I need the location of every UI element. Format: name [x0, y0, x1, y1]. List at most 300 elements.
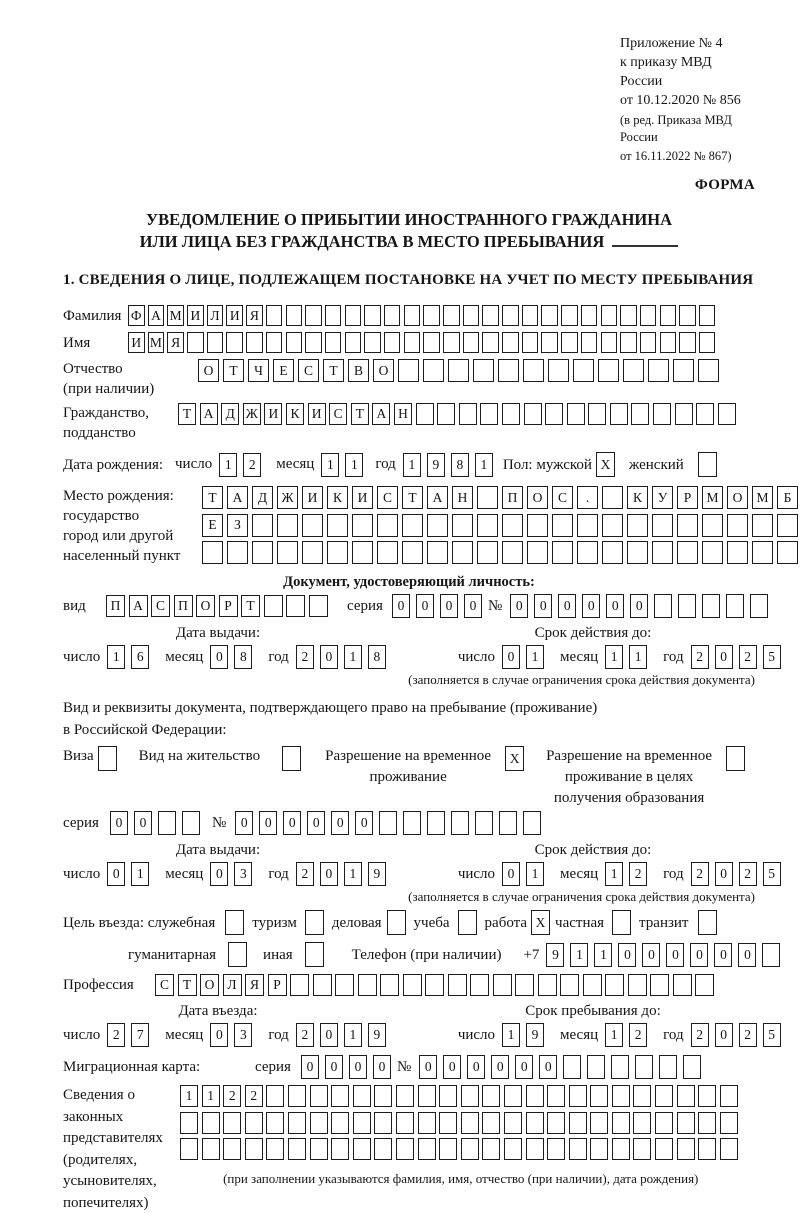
doc-valid-year-cell[interactable]: 5: [763, 645, 781, 669]
doc-number-cell[interactable]: 0: [534, 594, 552, 618]
phone-cell[interactable]: 0: [690, 943, 708, 967]
birthplace-cell[interactable]: [577, 514, 598, 537]
entry-year-cell[interactable]: 0: [320, 1023, 338, 1047]
citizenship-cell[interactable]: А: [372, 403, 390, 425]
legal-cell[interactable]: [180, 1138, 198, 1160]
legal-cell[interactable]: [396, 1138, 414, 1160]
legal-cell[interactable]: [655, 1138, 673, 1160]
profession-cell[interactable]: [403, 974, 422, 996]
entry-year-cell[interactable]: 2: [296, 1023, 314, 1047]
legal-cell[interactable]: [374, 1138, 392, 1160]
patronymic-cell[interactable]: [598, 359, 619, 382]
phone-cell[interactable]: 1: [594, 943, 612, 967]
patronymic-cell[interactable]: [523, 359, 544, 382]
stay-year-cell[interactable]: 5: [763, 1023, 781, 1047]
legal-cell[interactable]: [288, 1085, 306, 1107]
birthplace-cell[interactable]: .: [577, 486, 598, 509]
birthplace-cell[interactable]: [477, 541, 498, 564]
birthplace-cell[interactable]: [377, 541, 398, 564]
legal-cell[interactable]: [633, 1085, 651, 1107]
birth-year-cell[interactable]: 1: [403, 453, 421, 477]
legal-cell[interactable]: [720, 1112, 738, 1134]
legal-cell[interactable]: [590, 1085, 608, 1107]
legal-cell[interactable]: [526, 1138, 544, 1160]
birthplace-cell[interactable]: К: [627, 486, 648, 509]
doc-valid-day-cell[interactable]: 1: [526, 645, 544, 669]
legal-cell[interactable]: [223, 1112, 241, 1134]
birth-year-cell[interactable]: 1: [475, 453, 493, 477]
visa-checkbox[interactable]: [98, 746, 117, 771]
profession-cell[interactable]: [673, 974, 692, 996]
permit-series-cell[interactable]: [158, 811, 176, 835]
legal-cell[interactable]: [526, 1085, 544, 1107]
citizenship-cell[interactable]: [718, 403, 736, 425]
name-cell[interactable]: [226, 332, 243, 353]
legal-cell[interactable]: [677, 1138, 695, 1160]
permit-valid-year-cell[interactable]: 5: [763, 862, 781, 886]
profession-cell[interactable]: [538, 974, 557, 996]
legal-cell[interactable]: [288, 1112, 306, 1134]
name-cell[interactable]: [541, 332, 558, 353]
doc-type-cell[interactable]: [309, 595, 328, 617]
profession-cell[interactable]: [650, 974, 669, 996]
birthplace-cell[interactable]: [602, 486, 623, 509]
profession-cell[interactable]: [425, 974, 444, 996]
doc-number-cell[interactable]: [702, 594, 720, 618]
legal-cell[interactable]: [461, 1085, 479, 1107]
patronymic-cell[interactable]: [573, 359, 594, 382]
legal-cell[interactable]: [590, 1112, 608, 1134]
phone-cell[interactable]: 0: [642, 943, 660, 967]
profession-cell[interactable]: [628, 974, 647, 996]
entry-day-cell[interactable]: 7: [131, 1023, 149, 1047]
surname-cell[interactable]: [266, 305, 283, 326]
temp-edu-checkbox[interactable]: [726, 746, 745, 771]
birthplace-cell[interactable]: [327, 541, 348, 564]
surname-cell[interactable]: Ф: [128, 305, 145, 326]
doc-type-cell[interactable]: П: [174, 595, 193, 617]
doc-number-cell[interactable]: 0: [558, 594, 576, 618]
birthplace-cell[interactable]: [777, 514, 798, 537]
name-cell[interactable]: [522, 332, 539, 353]
doc-series-cell[interactable]: 0: [464, 594, 482, 618]
legal-cell[interactable]: [439, 1112, 457, 1134]
legal-cell[interactable]: [698, 1112, 716, 1134]
birthplace-cell[interactable]: [452, 541, 473, 564]
birthplace-cell[interactable]: [602, 541, 623, 564]
birthplace-cell[interactable]: [627, 541, 648, 564]
surname-cell[interactable]: [502, 305, 519, 326]
purpose-work-checkbox[interactable]: X: [531, 910, 550, 935]
legal-cell[interactable]: [180, 1112, 198, 1134]
citizenship-cell[interactable]: Д: [221, 403, 239, 425]
patronymic-cell[interactable]: [473, 359, 494, 382]
patronymic-cell[interactable]: Т: [223, 359, 244, 382]
legal-cell[interactable]: [720, 1138, 738, 1160]
surname-cell[interactable]: [660, 305, 677, 326]
birthplace-cell[interactable]: [527, 541, 548, 564]
legal-cell[interactable]: [677, 1085, 695, 1107]
birth-month-cell[interactable]: 1: [345, 453, 363, 477]
citizenship-cell[interactable]: Ж: [243, 403, 261, 425]
permit-issue-year-cell[interactable]: 1: [344, 862, 362, 886]
patronymic-cell[interactable]: О: [198, 359, 219, 382]
surname-cell[interactable]: [286, 305, 303, 326]
stay-year-cell[interactable]: 0: [715, 1023, 733, 1047]
legal-cell[interactable]: [202, 1112, 220, 1134]
doc-type-cell[interactable]: П: [106, 595, 125, 617]
name-cell[interactable]: М: [148, 332, 165, 353]
permit-issue-year-cell[interactable]: 2: [296, 862, 314, 886]
birth-day-cell[interactable]: 1: [219, 453, 237, 477]
birthplace-cell[interactable]: [277, 541, 298, 564]
birthplace-cell[interactable]: [452, 514, 473, 537]
citizenship-cell[interactable]: [610, 403, 628, 425]
legal-cell[interactable]: [698, 1085, 716, 1107]
permit-series-cell[interactable]: 0: [134, 811, 152, 835]
legal-cell[interactable]: [569, 1085, 587, 1107]
doc-type-cell[interactable]: О: [196, 595, 215, 617]
name-cell[interactable]: [463, 332, 480, 353]
patronymic-cell[interactable]: Т: [323, 359, 344, 382]
legal-cell[interactable]: [245, 1138, 263, 1160]
name-cell[interactable]: [364, 332, 381, 353]
birthplace-cell[interactable]: С: [552, 486, 573, 509]
birthplace-cell[interactable]: [652, 541, 673, 564]
name-cell[interactable]: [561, 332, 578, 353]
legal-cell[interactable]: [590, 1138, 608, 1160]
profession-cell[interactable]: [358, 974, 377, 996]
name-cell[interactable]: [679, 332, 696, 353]
surname-cell[interactable]: [443, 305, 460, 326]
citizenship-cell[interactable]: [631, 403, 649, 425]
birthplace-cell[interactable]: [402, 514, 423, 537]
legal-cell[interactable]: [677, 1112, 695, 1134]
entry-year-cell[interactable]: 1: [344, 1023, 362, 1047]
doc-valid-month-cell[interactable]: 1: [629, 645, 647, 669]
stay-year-cell[interactable]: 2: [691, 1023, 709, 1047]
phone-cell[interactable]: 0: [618, 943, 636, 967]
permit-valid-year-cell[interactable]: 2: [691, 862, 709, 886]
citizenship-cell[interactable]: [502, 403, 520, 425]
surname-cell[interactable]: [640, 305, 657, 326]
birthplace-cell[interactable]: [427, 514, 448, 537]
citizenship-cell[interactable]: Н: [394, 403, 412, 425]
legal-cell[interactable]: [612, 1112, 630, 1134]
stay-year-cell[interactable]: 2: [739, 1023, 757, 1047]
citizenship-cell[interactable]: И: [308, 403, 326, 425]
permit-valid-year-cell[interactable]: 0: [715, 862, 733, 886]
permit-number-cell[interactable]: [403, 811, 421, 835]
birth-day-cell[interactable]: 2: [243, 453, 261, 477]
name-cell[interactable]: [286, 332, 303, 353]
citizenship-cell[interactable]: [675, 403, 693, 425]
name-cell[interactable]: [384, 332, 401, 353]
profession-cell[interactable]: [605, 974, 624, 996]
birthplace-cell[interactable]: [552, 541, 573, 564]
permit-series-cell[interactable]: [182, 811, 200, 835]
migration-number-cell[interactable]: [611, 1055, 629, 1079]
surname-cell[interactable]: [345, 305, 362, 326]
surname-cell[interactable]: [679, 305, 696, 326]
surname-cell[interactable]: [541, 305, 558, 326]
patronymic-cell[interactable]: [698, 359, 719, 382]
profession-cell[interactable]: [515, 974, 534, 996]
name-cell[interactable]: [699, 332, 716, 353]
birthplace-cell[interactable]: [727, 541, 748, 564]
surname-cell[interactable]: Я: [246, 305, 263, 326]
doc-number-cell[interactable]: [654, 594, 672, 618]
birthplace-cell[interactable]: Е: [202, 514, 223, 537]
migration-number-cell[interactable]: [563, 1055, 581, 1079]
permit-number-cell[interactable]: [427, 811, 445, 835]
legal-cell[interactable]: 2: [223, 1085, 241, 1107]
permit-issue-year-cell[interactable]: 0: [320, 862, 338, 886]
doc-issue-day-cell[interactable]: 6: [131, 645, 149, 669]
legal-cell[interactable]: [547, 1112, 565, 1134]
doc-valid-year-cell[interactable]: 0: [715, 645, 733, 669]
birthplace-cell[interactable]: [402, 541, 423, 564]
birthplace-cell[interactable]: М: [702, 486, 723, 509]
surname-cell[interactable]: М: [167, 305, 184, 326]
birthplace-cell[interactable]: [302, 541, 323, 564]
birthplace-cell[interactable]: Б: [777, 486, 798, 509]
surname-cell[interactable]: И: [187, 305, 204, 326]
name-cell[interactable]: [601, 332, 618, 353]
entry-day-cell[interactable]: 2: [107, 1023, 125, 1047]
profession-cell[interactable]: [583, 974, 602, 996]
doc-type-cell[interactable]: Т: [241, 595, 260, 617]
legal-cell[interactable]: [202, 1138, 220, 1160]
legal-cell[interactable]: [482, 1138, 500, 1160]
birthplace-cell[interactable]: [777, 541, 798, 564]
birthplace-cell[interactable]: И: [302, 486, 323, 509]
legal-cell[interactable]: [504, 1085, 522, 1107]
patronymic-cell[interactable]: Ч: [248, 359, 269, 382]
birthplace-cell[interactable]: [227, 541, 248, 564]
stay-month-cell[interactable]: 1: [605, 1023, 623, 1047]
birthplace-cell[interactable]: [427, 541, 448, 564]
entry-month-cell[interactable]: 0: [210, 1023, 228, 1047]
birthplace-cell[interactable]: Р: [677, 486, 698, 509]
legal-cell[interactable]: [439, 1085, 457, 1107]
doc-number-cell[interactable]: 0: [630, 594, 648, 618]
legal-cell[interactable]: [310, 1085, 328, 1107]
permit-issue-day-cell[interactable]: 0: [107, 862, 125, 886]
surname-cell[interactable]: [423, 305, 440, 326]
name-cell[interactable]: [443, 332, 460, 353]
legal-cell[interactable]: [612, 1085, 630, 1107]
birthplace-cell[interactable]: О: [527, 486, 548, 509]
surname-cell[interactable]: [601, 305, 618, 326]
doc-issue-year-cell[interactable]: 1: [344, 645, 362, 669]
surname-cell[interactable]: [305, 305, 322, 326]
patronymic-cell[interactable]: [648, 359, 669, 382]
legal-cell[interactable]: [439, 1138, 457, 1160]
legal-cell[interactable]: [288, 1138, 306, 1160]
migration-number-cell[interactable]: 0: [491, 1055, 509, 1079]
permit-issue-month-cell[interactable]: 0: [210, 862, 228, 886]
birthplace-cell[interactable]: Т: [202, 486, 223, 509]
legal-cell[interactable]: [418, 1112, 436, 1134]
legal-cell[interactable]: 2: [245, 1085, 263, 1107]
birthplace-cell[interactable]: К: [327, 486, 348, 509]
surname-cell[interactable]: [404, 305, 421, 326]
legal-cell[interactable]: [374, 1085, 392, 1107]
doc-type-cell[interactable]: [286, 595, 305, 617]
birthplace-cell[interactable]: С: [377, 486, 398, 509]
name-cell[interactable]: [345, 332, 362, 353]
legal-cell[interactable]: [655, 1085, 673, 1107]
migration-series-cell[interactable]: 0: [325, 1055, 343, 1079]
legal-cell[interactable]: [633, 1138, 651, 1160]
doc-number-cell[interactable]: [750, 594, 768, 618]
citizenship-cell[interactable]: [480, 403, 498, 425]
purpose-tourism-checkbox[interactable]: [305, 910, 324, 935]
legal-cell[interactable]: 1: [202, 1085, 220, 1107]
birthplace-cell[interactable]: [752, 514, 773, 537]
legal-cell[interactable]: [655, 1112, 673, 1134]
migration-number-cell[interactable]: [587, 1055, 605, 1079]
patronymic-cell[interactable]: [623, 359, 644, 382]
legal-cell[interactable]: [331, 1085, 349, 1107]
permit-number-cell[interactable]: 0: [259, 811, 277, 835]
profession-cell[interactable]: [290, 974, 309, 996]
surname-cell[interactable]: [699, 305, 716, 326]
name-cell[interactable]: [325, 332, 342, 353]
citizenship-cell[interactable]: К: [286, 403, 304, 425]
name-cell[interactable]: И: [128, 332, 145, 353]
legal-cell[interactable]: [547, 1138, 565, 1160]
citizenship-cell[interactable]: [653, 403, 671, 425]
citizenship-cell[interactable]: Т: [178, 403, 196, 425]
birth-year-cell[interactable]: 9: [427, 453, 445, 477]
birthplace-cell[interactable]: [527, 514, 548, 537]
permit-valid-day-cell[interactable]: 0: [502, 862, 520, 886]
birthplace-cell[interactable]: [252, 541, 273, 564]
doc-issue-month-cell[interactable]: 8: [234, 645, 252, 669]
purpose-private-checkbox[interactable]: [612, 910, 631, 935]
stay-day-cell[interactable]: 9: [526, 1023, 544, 1047]
name-cell[interactable]: [246, 332, 263, 353]
birthplace-cell[interactable]: [727, 514, 748, 537]
surname-cell[interactable]: [463, 305, 480, 326]
doc-series-cell[interactable]: 0: [440, 594, 458, 618]
legal-cell[interactable]: [266, 1138, 284, 1160]
purpose-business-checkbox[interactable]: [387, 910, 406, 935]
birth-month-cell[interactable]: 1: [321, 453, 339, 477]
birthplace-cell[interactable]: [202, 541, 223, 564]
citizenship-cell[interactable]: [567, 403, 585, 425]
name-cell[interactable]: [404, 332, 421, 353]
birthplace-cell[interactable]: [502, 514, 523, 537]
permit-number-cell[interactable]: [379, 811, 397, 835]
legal-cell[interactable]: [461, 1138, 479, 1160]
name-cell[interactable]: [266, 332, 283, 353]
birthplace-cell[interactable]: [552, 514, 573, 537]
citizenship-cell[interactable]: [524, 403, 542, 425]
citizenship-cell[interactable]: [545, 403, 563, 425]
birthplace-cell[interactable]: Т: [402, 486, 423, 509]
permit-number-cell[interactable]: [499, 811, 517, 835]
surname-cell[interactable]: [620, 305, 637, 326]
legal-cell[interactable]: [461, 1112, 479, 1134]
citizenship-cell[interactable]: [588, 403, 606, 425]
legal-cell[interactable]: [482, 1085, 500, 1107]
name-cell[interactable]: [423, 332, 440, 353]
phone-cell[interactable]: [762, 943, 780, 967]
birthplace-cell[interactable]: [627, 514, 648, 537]
patronymic-cell[interactable]: [448, 359, 469, 382]
citizenship-cell[interactable]: [416, 403, 434, 425]
surname-cell[interactable]: А: [148, 305, 165, 326]
birthplace-cell[interactable]: [327, 514, 348, 537]
doc-valid-month-cell[interactable]: 1: [605, 645, 623, 669]
phone-cell[interactable]: 0: [666, 943, 684, 967]
migration-series-cell[interactable]: 0: [349, 1055, 367, 1079]
citizenship-cell[interactable]: [696, 403, 714, 425]
birthplace-cell[interactable]: М: [752, 486, 773, 509]
doc-issue-year-cell[interactable]: 0: [320, 645, 338, 669]
patronymic-cell[interactable]: В: [348, 359, 369, 382]
doc-valid-day-cell[interactable]: 0: [502, 645, 520, 669]
permit-number-cell[interactable]: 0: [283, 811, 301, 835]
doc-series-cell[interactable]: 0: [416, 594, 434, 618]
profession-cell[interactable]: Т: [178, 974, 197, 996]
doc-valid-year-cell[interactable]: 2: [691, 645, 709, 669]
permit-number-cell[interactable]: [451, 811, 469, 835]
doc-issue-year-cell[interactable]: 8: [368, 645, 386, 669]
residence-permit-checkbox[interactable]: [282, 746, 301, 771]
migration-number-cell[interactable]: [635, 1055, 653, 1079]
profession-cell[interactable]: Р: [268, 974, 287, 996]
phone-cell[interactable]: 0: [738, 943, 756, 967]
birthplace-cell[interactable]: [377, 514, 398, 537]
birthplace-cell[interactable]: [302, 514, 323, 537]
birthplace-cell[interactable]: Н: [452, 486, 473, 509]
sex-male-checkbox[interactable]: X: [596, 452, 615, 477]
legal-cell[interactable]: 1: [180, 1085, 198, 1107]
doc-type-cell[interactable]: Р: [219, 595, 238, 617]
name-cell[interactable]: [640, 332, 657, 353]
profession-cell[interactable]: [470, 974, 489, 996]
legal-cell[interactable]: [223, 1138, 241, 1160]
migration-number-cell[interactable]: 0: [443, 1055, 461, 1079]
permit-issue-year-cell[interactable]: 9: [368, 862, 386, 886]
doc-number-cell[interactable]: 0: [510, 594, 528, 618]
birthplace-cell[interactable]: [502, 541, 523, 564]
profession-cell[interactable]: С: [155, 974, 174, 996]
legal-cell[interactable]: [396, 1112, 414, 1134]
permit-valid-month-cell[interactable]: 2: [629, 862, 647, 886]
entry-year-cell[interactable]: 9: [368, 1023, 386, 1047]
birthplace-cell[interactable]: А: [227, 486, 248, 509]
permit-number-cell[interactable]: 0: [235, 811, 253, 835]
profession-cell[interactable]: [493, 974, 512, 996]
name-cell[interactable]: [482, 332, 499, 353]
birthplace-cell[interactable]: З: [227, 514, 248, 537]
birthplace-cell[interactable]: [752, 541, 773, 564]
birthplace-cell[interactable]: [702, 541, 723, 564]
legal-cell[interactable]: [504, 1138, 522, 1160]
birthplace-cell[interactable]: А: [427, 486, 448, 509]
doc-issue-year-cell[interactable]: 2: [296, 645, 314, 669]
purpose-study-checkbox[interactable]: [458, 910, 477, 935]
birthplace-cell[interactable]: [352, 514, 373, 537]
surname-cell[interactable]: [561, 305, 578, 326]
patronymic-cell[interactable]: [398, 359, 419, 382]
migration-series-cell[interactable]: 0: [373, 1055, 391, 1079]
